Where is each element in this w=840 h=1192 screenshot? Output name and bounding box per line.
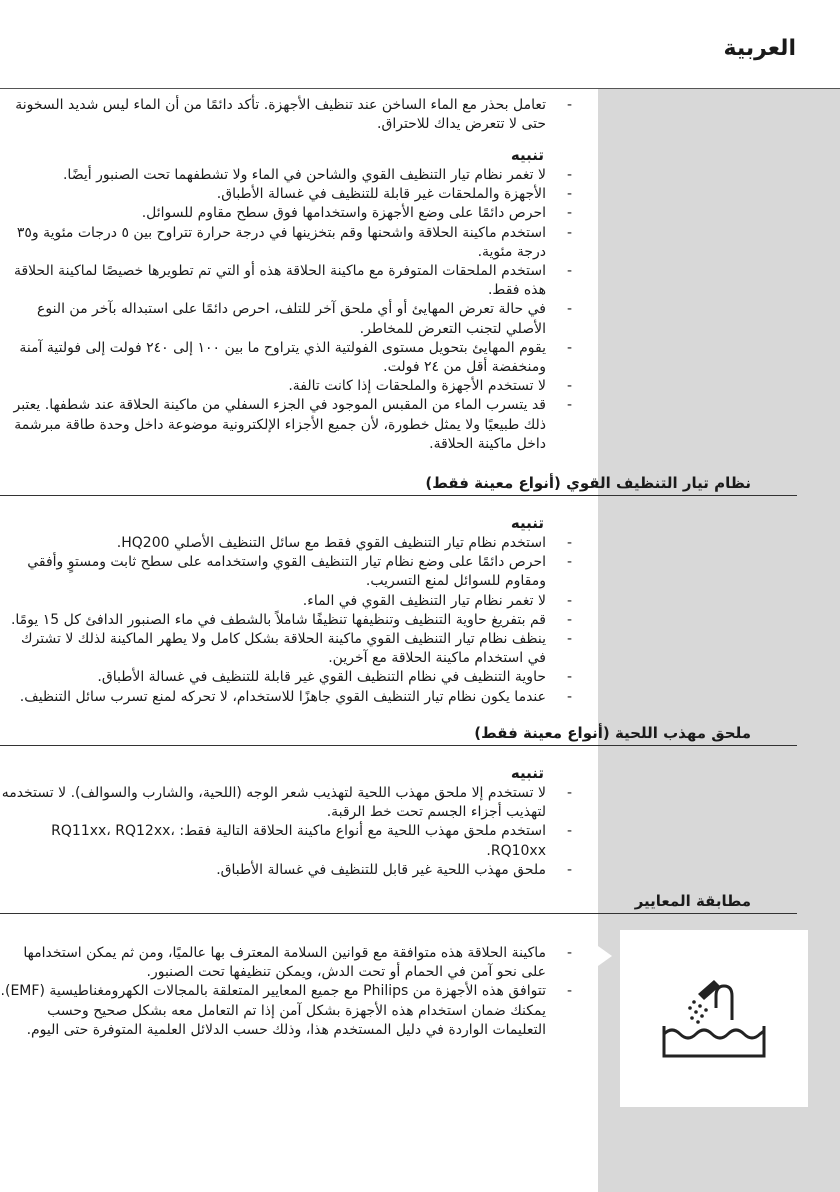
shower-bath-icon xyxy=(620,930,808,1107)
list-item: - تعامل بحذر مع الماء الساخن عند تنظيف الأجهزة. تأكد دائمًا من أن الماء ليس شديد السخونة حتى لا تتعرض يداك للاحتراق. xyxy=(0,96,590,134)
caution-block-jet-clean xyxy=(0,514,590,707)
compliance-block xyxy=(0,944,590,1040)
list-item: - ماكينة الحلاقة هذه متوافقة مع قوانين السلامة المعترف بها عالميًا، ومن ثم يمكن استخدامها على نحو آمن في الحمام أو تحت الدش، ويمكن تنظيفها تحت الصنبور. xyxy=(0,944,590,982)
intro-block xyxy=(0,96,590,134)
list-item: - استخدم نظام تيار التنظيف القوي فقط مع سائل التنظيف الأصلي HQ200. xyxy=(0,534,590,553)
icon-panel xyxy=(620,930,808,1107)
list-item: - ينظف نظام تيار التنظيف القوي ماكينة الحلاقة بشكل كامل ولا يطهر الماكينة لذلك لا تشترك في استخدام ماكينة الحلاقة مع آخرين. xyxy=(0,630,590,668)
list-item: - لا تستخدم إلا ملحق مهذب اللحية لتهذيب شعر الوجه (اللحية، والشارب والسوالف). لا تستخدمه لتهذيب أجزاء الجسم تحت خط الرقبة. xyxy=(0,784,590,822)
list-item: - استخدم الملحقات المتوفرة مع ماكينة الحلاقة هذه أو التي تم تطويرها خصيصًا لماكينة الحلاقة هذه فقط. xyxy=(0,262,590,300)
list-item: - احرص دائمًا على وضع نظام تيار التنظيف القوي واستخدامه على سطح ثابت ومستوٍ وأفقي ومقاوم للسوائل لمنع التسريب. xyxy=(0,553,590,591)
list-item: - لا تستخدم الأجهزة والملحقات إذا كانت تالفة. xyxy=(0,377,590,396)
list-item: - في حالة تعرض المهايئ أو أي ملحق آخر للتلف، احرص دائمًا على استبداله بآخر من النوع الأصلي لتجنب التعرض للمخاطر. xyxy=(0,300,590,338)
caution-heading: تنبيه xyxy=(510,764,544,782)
section-title-beard-styler: ملحق مهذب اللحية (أنواع معينة فقط) xyxy=(0,724,797,746)
list-item: - قم بتفريغ حاوية التنظيف وتنظيفها تنظيفًا شاملاً بالشطف في ماء الصنبور الدافئ كل ١5 يومًا. xyxy=(0,611,590,630)
caution-heading: تنبيه xyxy=(510,514,544,532)
list-item: - حاوية التنظيف في نظام التنظيف القوي غير قابلة للتنظيف في غسالة الأطباق. xyxy=(0,668,590,687)
list-item: - لا تغمر نظام تيار التنظيف القوي والشاحن في الماء ولا تشطفهما تحت الصنبور أيضًا. xyxy=(0,166,590,185)
list-item: - يقوم المهايئ بتحويل مستوى الفولتية الذي يتراوح ما بين ١٠٠ إلى ٢٤٠ فولت إلى فولتية آمنة ومنخفضة أقل من ٢٤ فولت. xyxy=(0,339,590,377)
list-item: - ملحق مهذب اللحية غير قابل للتنظيف في غسالة الأطباق. xyxy=(0,861,590,880)
header-divider xyxy=(0,88,840,89)
list-item: - لا تغمر نظام تيار التنظيف القوي في الماء. xyxy=(0,592,590,611)
callout-pointer xyxy=(598,946,612,966)
section-title-compliance: مطابقة المعايير xyxy=(0,892,797,914)
section-title-jet-clean: نظام تيار التنظيف القوي (أنواع معينة فقط) xyxy=(0,474,797,496)
language-title: العربية xyxy=(723,36,796,61)
list-item: - احرص دائمًا على وضع الأجهزة واستخدامها فوق سطح مقاوم للسوائل. xyxy=(0,204,590,223)
caution-block-1 xyxy=(0,146,590,454)
caution-heading: تنبيه xyxy=(510,146,544,164)
caution-block-beard-styler xyxy=(0,764,590,880)
list-item: - استخدم ملحق مهذب اللحية مع أنواع ماكينة الحلاقة التالية فقط: RQ11xx، RQ12xx، RQ10xx. xyxy=(0,822,590,860)
list-item: - عندما يكون نظام تيار التنظيف القوي جاهزًا للاستخدام، لا تحركه لمنع تسرب سائل التنظيف. xyxy=(0,688,590,707)
list-item: - استخدم ماكينة الحلاقة واشحنها وقم بتخزينها في درجة حرارة تتراوح بين ٥ درجات مئوية و٣٥ درجة مئوية. xyxy=(0,224,590,262)
list-item: - الأجهزة والملحقات غير قابلة للتنظيف في غسالة الأطباق. xyxy=(0,185,590,204)
list-item: - تتوافق هذه الأجهزة من Philips مع جميع المعايير المتعلقة بالمجالات الكهرومغناطيسية (EMF). يمكنك ضمان استخدام هذه الأجهزة بشكل آمن إذا تم التعامل معه بشكل صحيح وحسب التعليمات الواردة في دليل المستخدم هذا، وذلك حسب الدلائل العلمية المتوفرة حتى اليوم. xyxy=(0,982,590,1040)
list-item: - قد يتسرب الماء من المقبس الموجود في الجزء السفلي من ماكينة الحلاقة عند شطفها. يعتبر ذلك طبيعيًا ولا يمثل خطورة، لأن جميع الأجزاء الإلكترونية موضوعة داخل وحدة طاقة مبرشمة داخل ماكينة الحلاقة. xyxy=(0,396,590,454)
